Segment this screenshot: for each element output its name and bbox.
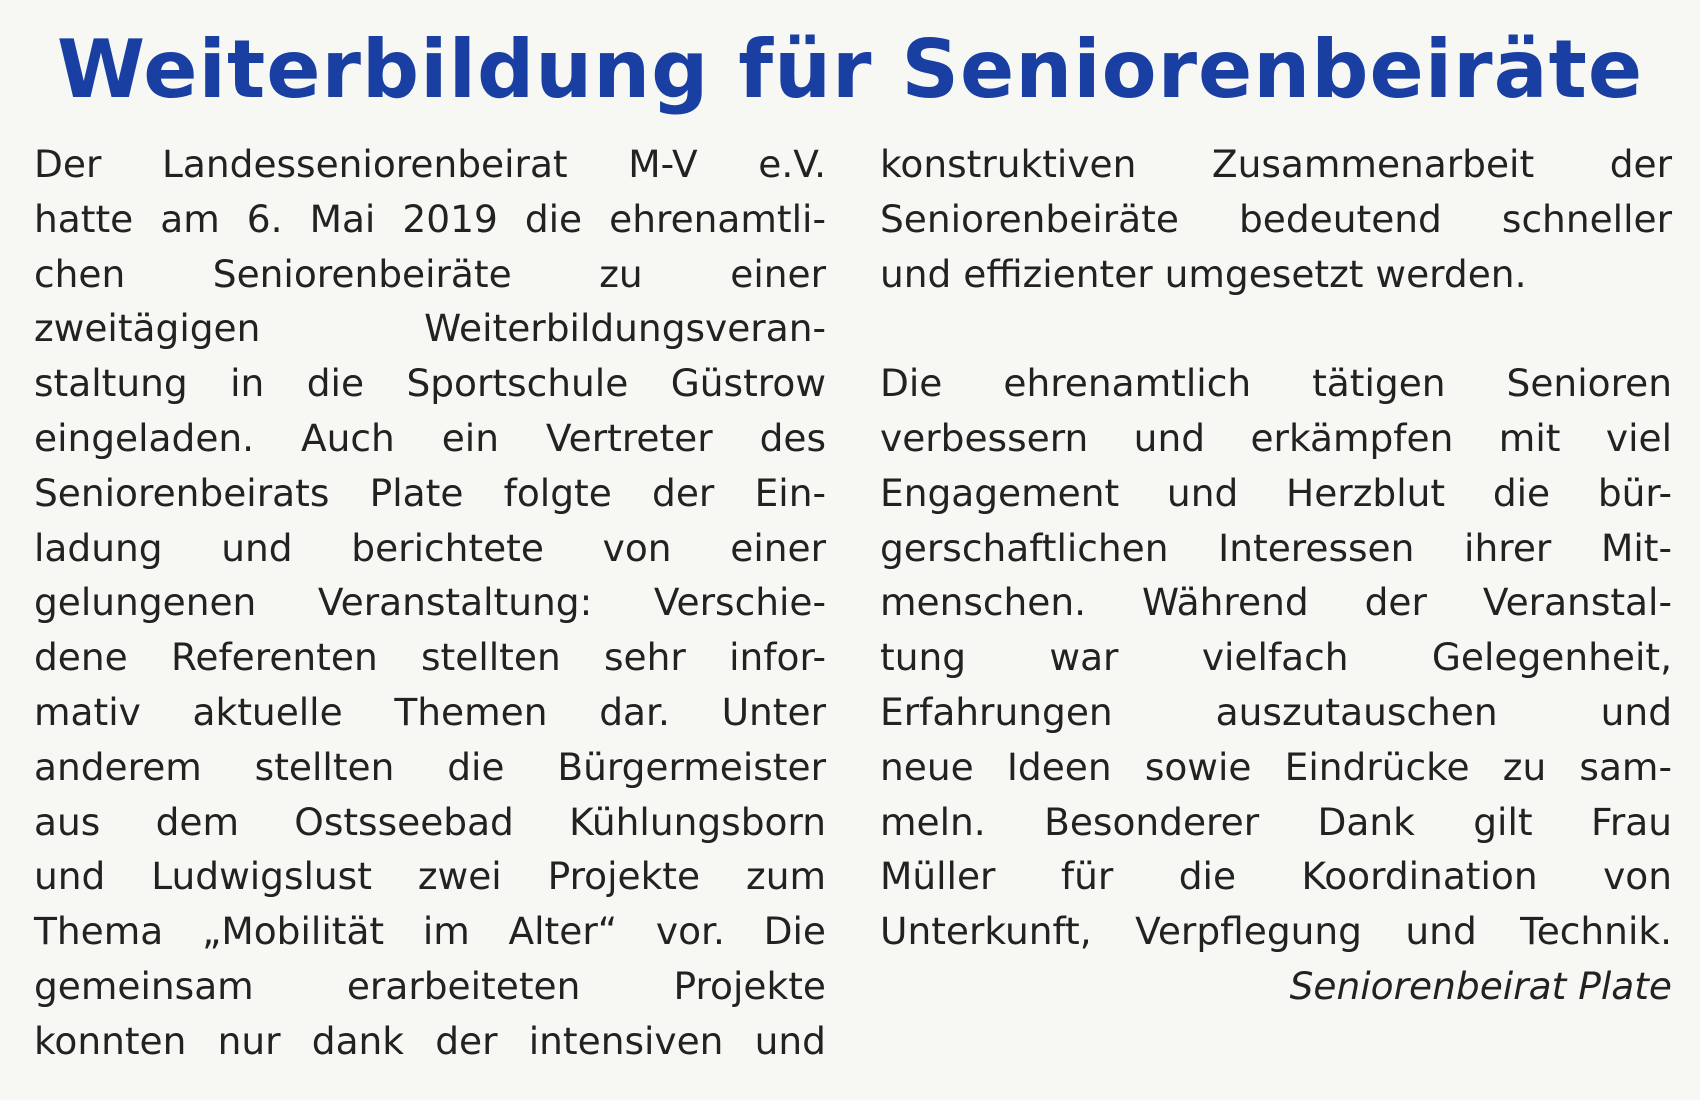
- text-line: anderem stellten die Bürgermeister: [34, 744, 826, 789]
- text-line: ladung und berichtete von einer: [34, 525, 826, 570]
- text-line: Thema „Mobilität im Alter“ vor. Die: [34, 909, 826, 954]
- text-line: konnten nur dank der intensiven und: [34, 1018, 826, 1063]
- text-line: staltung in die Sportschule Güstrow: [34, 361, 826, 406]
- author-signature: Seniorenbeirat Plate: [1289, 963, 1672, 1008]
- text-line: meln. Besonderer Dank gilt Frau: [880, 799, 1672, 844]
- text-line: neue Ideen sowie Eindrücke zu sam-: [880, 744, 1672, 789]
- paragraph-gap: [880, 301, 1672, 356]
- text-line: Der Landesseniorenbeirat M-V e.V.: [34, 142, 826, 186]
- text-line: hatte am 6. Mai 2019 die ehrenamtli-: [34, 196, 826, 241]
- text-line: chen Seniorenbeiräte zu einer: [34, 251, 826, 296]
- text-line: Unterkunft, Verpflegung und Technik.: [880, 909, 1672, 954]
- text-line: konstruktiven Zusammenarbeit der: [880, 142, 1672, 186]
- text-line: menschen. Während der Veranstal-: [880, 580, 1672, 625]
- text-line: verbessern und erkämpfen mit viel: [880, 415, 1672, 460]
- right-column: [880, 137, 1672, 1014]
- left-column: [34, 137, 826, 1069]
- text-line: und Ludwigslust zwei Projekte zum: [34, 854, 826, 899]
- text-line: Seniorenbeiräte bedeutend schneller: [880, 196, 1672, 241]
- text-line: Erfahrungen auszutauschen und: [880, 689, 1672, 734]
- text-line: gelungenen Veranstaltung: Verschie-: [34, 580, 826, 625]
- text-line: eingeladen. Auch ein Vertreter des: [34, 415, 826, 460]
- text-line: zweitägigen Weiterbildungsveran-: [34, 306, 826, 351]
- text-line: gemeinsam erarbeiteten Projekte: [34, 963, 826, 1008]
- headline: Weiterbildung für Seniorenbeiräte: [56, 23, 1644, 116]
- text-line: und effizienter umgesetzt werden.: [880, 251, 1527, 296]
- text-line: mativ aktuelle Themen dar. Unter: [34, 689, 826, 734]
- text-line: Die ehrenamtlich tätigen Senioren: [880, 361, 1672, 406]
- text-line: tung war vielfach Gelegenheit,: [880, 635, 1672, 680]
- text-line: aus dem Ostsseebad Kühlungsborn: [34, 799, 826, 844]
- text-line: Seniorenbeirats Plate folgte der Ein-: [34, 470, 826, 515]
- text-line: Engagement und Herzblut die bür-: [880, 470, 1672, 515]
- text-line: Müller für die Koordination von: [880, 854, 1672, 899]
- text-line: dene Referenten stellten sehr infor-: [34, 635, 826, 680]
- text-line: gerschaftlichen Interessen ihrer Mit-: [880, 525, 1672, 570]
